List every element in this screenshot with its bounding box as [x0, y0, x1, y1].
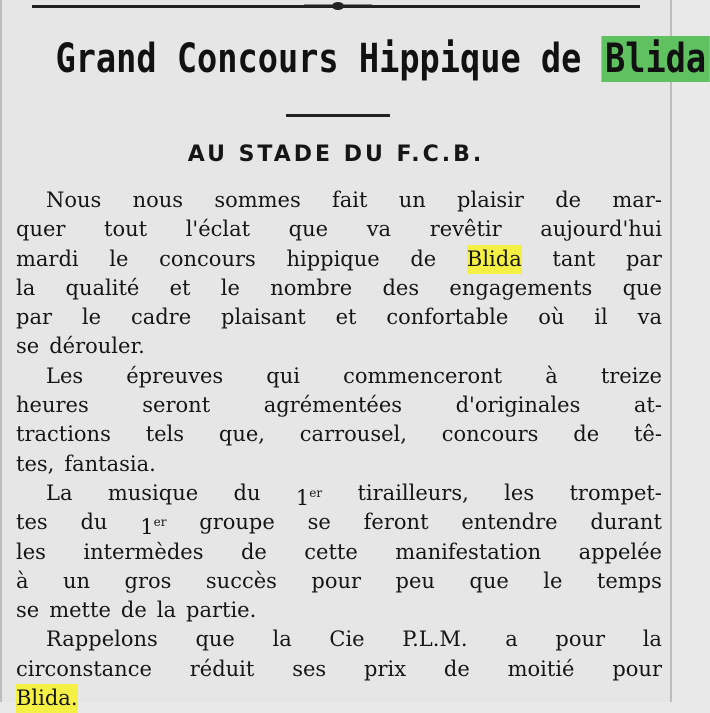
- word: de: [410, 246, 437, 271]
- word: nous: [132, 188, 184, 212]
- word: fait: [332, 188, 368, 212]
- word: va: [366, 217, 392, 242]
- word: carrousel,: [299, 422, 407, 447]
- text-line: [16, 508, 662, 540]
- word: appelée: [578, 539, 662, 564]
- word: circonstance: [16, 656, 152, 681]
- ornament-icon: [302, 0, 374, 12]
- text-line: [16, 215, 662, 244]
- word: agrémentées: [263, 393, 403, 418]
- text-line: [16, 567, 662, 596]
- word: le: [543, 568, 563, 593]
- word: réduit: [189, 656, 255, 681]
- word: feront: [363, 510, 429, 535]
- word: par: [16, 305, 53, 330]
- word: par: [625, 246, 662, 271]
- word: tractions: [16, 422, 111, 447]
- word: entendre: [461, 510, 558, 535]
- word: les: [16, 539, 46, 564]
- word: va: [637, 305, 662, 330]
- word: Cie: [329, 627, 365, 652]
- word: tant: [552, 246, 596, 271]
- word: La: [46, 480, 73, 505]
- word: commenceront: [343, 363, 503, 388]
- word: tout: [104, 217, 148, 242]
- word: la: [156, 598, 176, 623]
- headline: [55, 28, 707, 90]
- text-line: [16, 596, 662, 625]
- word: le: [220, 275, 240, 300]
- word: mardi: [16, 246, 79, 271]
- word: P.L.M.: [402, 627, 468, 652]
- word: la: [272, 627, 292, 652]
- word: musique: [107, 480, 199, 505]
- word: temps: [596, 568, 662, 593]
- word: Nous: [46, 188, 102, 212]
- subtitle: AU STADE DU F.C.B.: [187, 142, 485, 167]
- word: de: [573, 422, 600, 447]
- word: pour: [612, 656, 662, 681]
- word: que: [288, 217, 329, 242]
- word: gros: [124, 568, 172, 593]
- text-line: [16, 362, 662, 391]
- headline-highlight: Blida: [602, 36, 710, 82]
- word: quer: [16, 217, 66, 242]
- word: se: [16, 334, 40, 359]
- word: at-: [633, 393, 662, 418]
- word: moitié: [507, 656, 575, 681]
- word: a: [505, 627, 518, 652]
- word: un: [63, 568, 91, 593]
- word: pour: [555, 627, 606, 652]
- word: qualité: [65, 275, 140, 300]
- article-body: [16, 186, 662, 713]
- word: tê-: [633, 422, 662, 447]
- word: mar-: [612, 188, 662, 212]
- word: la: [642, 627, 662, 652]
- word: de: [120, 598, 147, 623]
- word: épreuves: [126, 363, 224, 388]
- word: la: [16, 275, 36, 300]
- word: que: [195, 627, 235, 652]
- word: groupe: [199, 510, 275, 535]
- word: à: [16, 568, 29, 593]
- word: heures: [16, 393, 89, 418]
- text-line: [16, 655, 662, 684]
- word: concours: [159, 246, 256, 271]
- word: le: [109, 246, 129, 271]
- word: qui: [266, 363, 300, 388]
- word: d'originales: [455, 393, 581, 418]
- text-line: [16, 625, 662, 654]
- word: que: [469, 568, 509, 593]
- word: seront: [142, 393, 211, 418]
- word: se: [307, 510, 331, 535]
- highlighted-word: Blida.: [16, 684, 78, 713]
- text-line: [16, 303, 662, 332]
- word: dérouler.: [49, 334, 145, 359]
- word: fantasia.: [64, 451, 156, 476]
- word: succès: [205, 568, 277, 593]
- word: ses: [292, 656, 327, 681]
- word: pour: [311, 568, 362, 593]
- word: tirailleurs,: [357, 480, 469, 505]
- word: plaisir: [457, 188, 524, 212]
- word: de: [240, 539, 267, 564]
- word: cette: [304, 539, 358, 564]
- word: de: [555, 188, 582, 212]
- word: se: [16, 598, 40, 623]
- middle-rule: [286, 114, 390, 117]
- text-line: [16, 538, 662, 567]
- text-line: [16, 420, 662, 449]
- word: plaisant: [221, 305, 306, 330]
- word: l'éclat: [185, 217, 251, 242]
- text-line: [16, 332, 662, 361]
- word: du: [233, 480, 261, 505]
- word: les: [504, 480, 535, 505]
- headline-text: Grand Concours Hippique de: [55, 36, 582, 82]
- text-line: [16, 245, 662, 274]
- word: cadre: [130, 305, 192, 330]
- word: sommes: [214, 188, 301, 212]
- word: Rappelons: [46, 627, 158, 652]
- word: aujourd'hui: [540, 217, 662, 242]
- text-line: [16, 684, 662, 713]
- word: que,: [218, 422, 265, 447]
- word: il: [594, 305, 608, 330]
- word: revêtir: [429, 217, 502, 242]
- word: manifestation: [395, 539, 542, 564]
- text-line: [16, 450, 662, 479]
- text-line: [16, 391, 662, 420]
- word: où: [538, 305, 565, 330]
- word: 1er: [295, 485, 323, 510]
- word: engagements: [449, 275, 593, 300]
- word: des: [382, 275, 420, 300]
- text-line: [16, 479, 662, 508]
- text-line: [16, 186, 662, 215]
- highlighted-word: Blida: [467, 245, 522, 274]
- word: hippique: [286, 246, 380, 271]
- text-line: [16, 274, 662, 303]
- word: intermèdes: [83, 539, 204, 564]
- word: le: [81, 305, 102, 330]
- word: à: [545, 363, 558, 388]
- word: un: [398, 188, 426, 212]
- word: que: [622, 275, 662, 300]
- word: trompet-: [569, 480, 662, 505]
- word: et: [169, 275, 191, 300]
- word: et: [335, 305, 357, 330]
- word: tes,: [16, 451, 55, 476]
- word: durant: [590, 510, 662, 535]
- word: partie.: [186, 598, 257, 623]
- word: mette: [49, 598, 111, 623]
- word: Les: [46, 363, 84, 388]
- word: 1er: [140, 515, 167, 540]
- word: treize: [600, 363, 662, 388]
- word: concours: [441, 422, 539, 447]
- word: nombre: [270, 275, 353, 300]
- word: prix: [364, 656, 407, 681]
- word: confortable: [386, 305, 509, 330]
- word: de: [443, 656, 470, 681]
- word: tels: [145, 422, 185, 447]
- word: tes: [16, 510, 48, 535]
- word: du: [80, 510, 108, 535]
- word: peu: [395, 568, 435, 593]
